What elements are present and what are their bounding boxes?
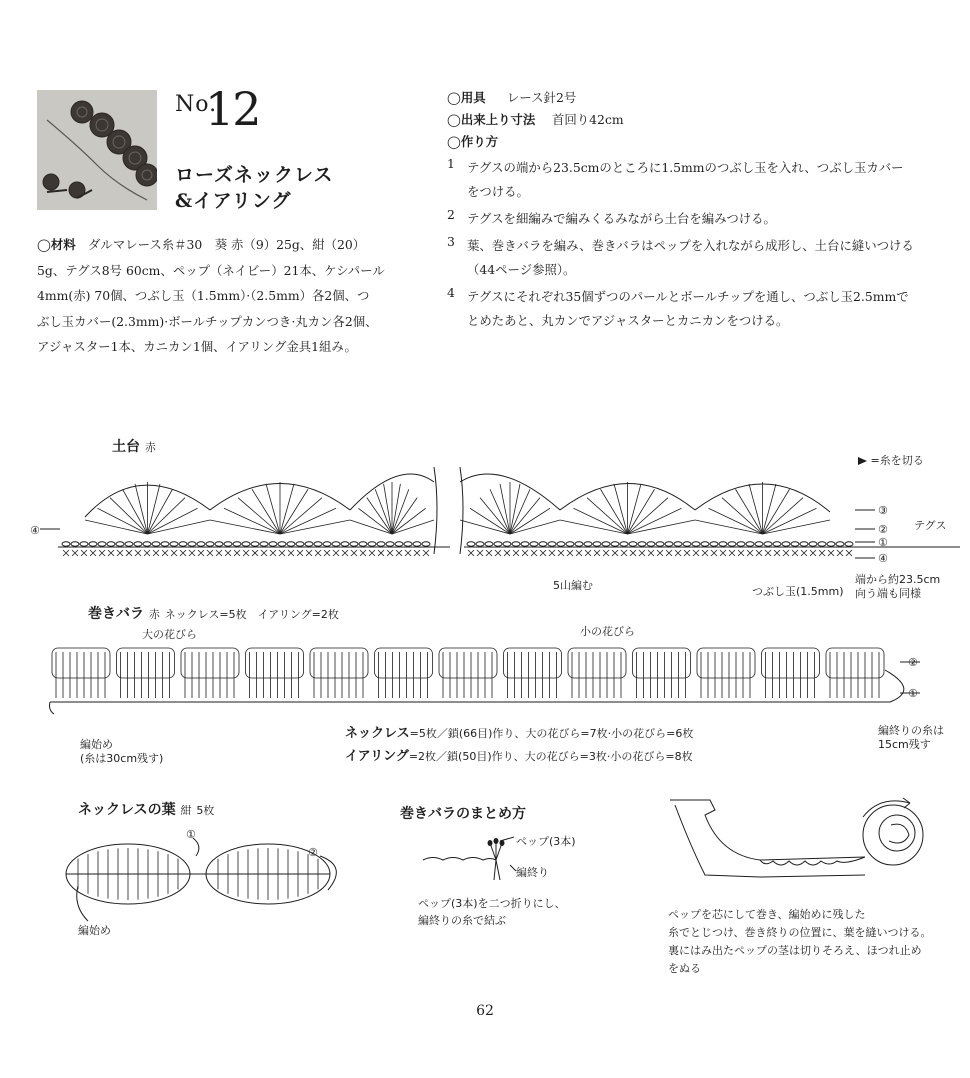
sc-mark xyxy=(702,550,708,556)
dc-stitch xyxy=(85,520,148,534)
sc-mark xyxy=(576,550,582,556)
sc-mark xyxy=(234,550,240,556)
sc-mark xyxy=(846,550,852,556)
sc-mark xyxy=(648,550,654,556)
dc-stitch xyxy=(510,498,540,534)
rolling-diagram xyxy=(665,795,955,895)
petal-outline xyxy=(181,648,239,678)
sc-mark xyxy=(72,550,78,556)
sc-mark xyxy=(180,550,186,556)
leaf-start: 編始め xyxy=(78,924,111,937)
sc-mark xyxy=(477,550,483,556)
materials-line-2: 5g、テグス8号 60cm、ペップ（ネイビー）21本、ケシパール xyxy=(37,262,385,278)
tools-row xyxy=(447,88,624,110)
sc-mark xyxy=(747,550,753,556)
materials-label: ◯材料 xyxy=(37,237,76,252)
tools-value: レース針2号 xyxy=(507,90,577,105)
materials-line-3: 4mm(赤) 70個、つぶし玉（1.5mm）·（2.5mm）各2個、つ xyxy=(37,288,370,304)
row-3-label: ③ xyxy=(878,504,888,517)
petal-outline xyxy=(375,648,433,678)
pattern-number: 12 xyxy=(205,82,260,136)
sc-mark xyxy=(513,550,519,556)
sc-mark xyxy=(117,550,123,556)
pep-label: ペップ(3本) xyxy=(516,835,576,848)
sc-mark xyxy=(711,550,717,556)
sc-mark xyxy=(657,550,663,556)
sc-mark xyxy=(486,550,492,556)
sc-mark xyxy=(414,550,420,556)
sc-mark xyxy=(729,550,735,556)
assembly-note-2: 編終りの糸で結ぶ xyxy=(418,914,506,927)
sc-mark xyxy=(828,550,834,556)
row-4-label-left: ④ xyxy=(30,524,40,537)
assembly-note-1: ペップ(3本)を二つ折りにし、 xyxy=(418,897,566,910)
dc-stitch xyxy=(763,498,804,534)
sc-mark xyxy=(126,550,132,556)
row-4-label-right: ④ xyxy=(878,552,888,562)
sc-mark xyxy=(774,550,780,556)
number-prefix: No. xyxy=(175,92,218,117)
sc-mark xyxy=(63,550,69,556)
row-2-label: ② xyxy=(878,523,888,536)
sc-mark xyxy=(666,550,672,556)
dc-stitch xyxy=(238,498,280,534)
sc-mark xyxy=(342,550,348,556)
tools-label: ◯用具 xyxy=(447,90,486,105)
repeat-note: 5山編む xyxy=(553,579,593,592)
sc-mark xyxy=(108,550,114,556)
necklace-spec: ネックレス=5枚／鎖(66目)作り、大の花びら=7枚·小の花びら=6枚 xyxy=(345,726,694,741)
sc-mark xyxy=(225,550,231,556)
sc-mark xyxy=(585,550,591,556)
petal-outline xyxy=(826,648,884,678)
end-note-1: 端から約23.5cm xyxy=(855,573,941,586)
leaf-title: ネックレスの葉 紺 5枚 xyxy=(78,802,215,818)
sc-mark xyxy=(162,550,168,556)
sc-mark xyxy=(135,550,141,556)
sc-mark xyxy=(198,550,204,556)
sc-mark xyxy=(783,550,789,556)
title-line-1: ローズネックレス xyxy=(175,164,334,186)
sc-mark xyxy=(684,550,690,556)
sc-mark xyxy=(837,550,843,556)
tools-block xyxy=(447,88,624,154)
dc-stitch xyxy=(266,484,280,534)
leaf-row-2-label: ② xyxy=(308,846,318,859)
petal-outline xyxy=(568,648,626,678)
sc-mark xyxy=(567,550,573,556)
sc-mark xyxy=(270,550,276,556)
dc-stitch xyxy=(749,484,763,534)
dc-stitch xyxy=(763,520,831,534)
product-photo xyxy=(37,90,157,210)
sc-mark xyxy=(720,550,726,556)
materials-line-1: ◯材料 ダルマレース糸＃30 葵 赤（9）25g、紺（20） xyxy=(37,237,366,252)
step-1: 1 テグスの端から23.5cmのところに1.5mmのつぶし玉を入れ、つぶし玉カバー をつける。 xyxy=(447,156,904,199)
sc-mark xyxy=(531,550,537,556)
assembly-desc-4: をぬる xyxy=(668,962,701,975)
petal-outline xyxy=(310,648,368,678)
size-value: 首回り42cm xyxy=(552,112,624,127)
dc-stitch xyxy=(384,484,392,534)
sc-mark xyxy=(171,550,177,556)
row-1-label: ① xyxy=(878,536,888,549)
dc-stitch xyxy=(392,498,417,534)
petal-outline xyxy=(246,648,304,678)
rose-end-2: 15cm残す xyxy=(878,738,931,751)
large-petal-label: 大の花びら xyxy=(142,628,197,641)
sc-mark xyxy=(216,550,222,556)
sc-mark xyxy=(387,550,393,556)
sc-mark xyxy=(558,550,564,556)
sc-mark xyxy=(288,550,294,556)
materials-block xyxy=(37,232,407,360)
assembly-desc-1: ペップを芯にして巻き、編始めに残した xyxy=(668,908,866,921)
sc-mark xyxy=(612,550,618,556)
tegusu-label: テグス xyxy=(914,519,947,532)
petal-outline xyxy=(697,648,755,678)
sc-mark xyxy=(549,550,555,556)
petal-outline xyxy=(52,648,110,678)
assembly-title: 巻きバラのまとめ方 xyxy=(400,806,526,822)
rose-necklace-photo-icon xyxy=(37,90,157,210)
dc-stitch xyxy=(210,520,280,534)
sc-mark xyxy=(261,550,267,556)
sc-mark xyxy=(396,550,402,556)
sc-mark xyxy=(594,550,600,556)
sc-mark xyxy=(738,550,744,556)
sc-mark xyxy=(369,550,375,556)
sc-mark xyxy=(405,550,411,556)
dc-stitch xyxy=(560,520,628,534)
dc-stitch xyxy=(392,484,400,534)
sc-mark xyxy=(378,550,384,556)
dc-stitch xyxy=(148,484,161,534)
sc-mark xyxy=(252,550,258,556)
sc-mark xyxy=(801,550,807,556)
sc-mark xyxy=(522,550,528,556)
base-chart xyxy=(30,462,960,562)
end-label: 編終り xyxy=(516,866,549,879)
petal-outline xyxy=(762,648,820,678)
sc-mark xyxy=(99,550,105,556)
dc-stitch xyxy=(510,520,560,534)
dc-stitch xyxy=(367,498,392,534)
title-line-2: &イアリング xyxy=(175,190,292,212)
dc-stitch xyxy=(148,498,186,534)
sc-mark xyxy=(279,550,285,556)
materials-line-5: アジャスター1本、カニカン1個、イアリング金具1組み。 xyxy=(37,339,357,355)
sc-mark xyxy=(630,550,636,556)
sc-mark xyxy=(153,550,159,556)
rose-row-2-label: ② xyxy=(908,656,918,669)
dc-stitch xyxy=(148,520,211,534)
method-steps xyxy=(447,156,947,336)
petal-outline xyxy=(439,648,497,678)
bead-note: つぶし玉(1.5mm) xyxy=(752,585,844,598)
sc-mark xyxy=(90,550,96,556)
rose-start-1: 編始め xyxy=(80,738,113,751)
assembly-desc-3: 裏にはみ出たペップの茎は切りそろえ、ほつれ止め xyxy=(668,944,922,957)
rose-title: 巻きバラ 赤 ネックレス=5枚 イアリング=2枚 xyxy=(88,606,339,622)
dc-stitch xyxy=(628,520,696,534)
sc-mark xyxy=(639,550,645,556)
petal-outline xyxy=(633,648,691,678)
leaf-chart xyxy=(58,826,358,926)
sc-mark xyxy=(675,550,681,556)
sc-mark xyxy=(603,550,609,556)
step-4: 4 テグスにそれぞれ35個ずつのパールとボールチップを通し、つぶし玉2.5mmで とめたあと、丸カンでアジャスターとカニカンをつける。 xyxy=(447,285,909,328)
dc-stitch xyxy=(722,498,763,534)
method-row xyxy=(447,132,624,154)
rose-start-2: (糸は30cm残す) xyxy=(80,752,164,765)
size-row xyxy=(447,110,624,132)
page-number: 62 xyxy=(476,1003,494,1019)
dc-stitch xyxy=(135,484,148,534)
dc-stitch xyxy=(280,484,294,534)
dc-stitch xyxy=(280,498,322,534)
assembly-desc-2: 糸でとじつけ、巻き終りの位置に、葉を縫いつける。 xyxy=(668,926,932,939)
sc-mark xyxy=(306,550,312,556)
dc-stitch xyxy=(695,520,763,534)
sc-mark xyxy=(315,550,321,556)
step-3: 3 葉、巻きバラを編み、巻きバラはペップを入れながら成形し、土台に縫いつける （44ページ参照）。 xyxy=(447,234,914,277)
dc-stitch xyxy=(628,484,642,534)
dc-stitch xyxy=(460,520,510,534)
sc-mark xyxy=(810,550,816,556)
rose-chart xyxy=(40,640,940,720)
sc-mark xyxy=(360,550,366,556)
petal-outline xyxy=(504,648,562,678)
small-petal-label: 小の花びら xyxy=(580,625,635,638)
petal-outline xyxy=(117,648,175,678)
dc-stitch xyxy=(280,520,350,534)
leaf-row-1-label: ① xyxy=(186,828,196,841)
dc-stitch xyxy=(587,498,628,534)
sc-mark xyxy=(621,550,627,556)
sc-mark xyxy=(207,550,213,556)
dc-stitch xyxy=(110,498,148,534)
dc-stitch xyxy=(392,520,434,534)
rose-row-1-label: ① xyxy=(908,687,918,700)
materials-line-4: ぶし玉カバー(2.3mm)·ボールチップカンつき·丸カン各2個、 xyxy=(37,313,378,329)
dc-stitch xyxy=(614,484,628,534)
sc-mark xyxy=(351,550,357,556)
step-2: 2 テグスを細編みで編みくるみながら土台を編みつける。 xyxy=(447,207,776,226)
method-label: ◯作り方 xyxy=(447,134,499,149)
dc-stitch xyxy=(480,498,510,534)
sc-mark xyxy=(495,550,501,556)
sc-mark xyxy=(333,550,339,556)
dc-stitch xyxy=(500,484,510,534)
sc-mark xyxy=(693,550,699,556)
dc-stitch xyxy=(350,520,392,534)
sc-mark xyxy=(243,550,249,556)
sc-mark xyxy=(297,550,303,556)
dc-stitch xyxy=(510,484,520,534)
rose-end-1: 編終りの糸は xyxy=(878,724,944,737)
sc-mark xyxy=(819,550,825,556)
sc-mark xyxy=(792,550,798,556)
end-note-2: 向う端も同様 xyxy=(855,587,921,600)
dc-stitch xyxy=(628,498,669,534)
sc-mark xyxy=(423,550,429,556)
sc-mark xyxy=(81,550,87,556)
sc-mark xyxy=(540,550,546,556)
sc-mark xyxy=(468,550,474,556)
sc-mark xyxy=(765,550,771,556)
dc-stitch xyxy=(763,484,777,534)
earring-spec: イアリング=2枚／鎖(50目)作り、大の花びら=3枚·小の花びら=8枚 xyxy=(345,749,693,764)
sc-mark xyxy=(189,550,195,556)
sc-mark xyxy=(756,550,762,556)
sc-mark xyxy=(504,550,510,556)
sc-mark xyxy=(324,550,330,556)
sc-mark xyxy=(144,550,150,556)
base-title: 土台 赤 xyxy=(112,439,156,455)
cut-legend: =糸を切る xyxy=(858,452,924,468)
size-label: ◯出来上り寸法 xyxy=(447,112,536,127)
